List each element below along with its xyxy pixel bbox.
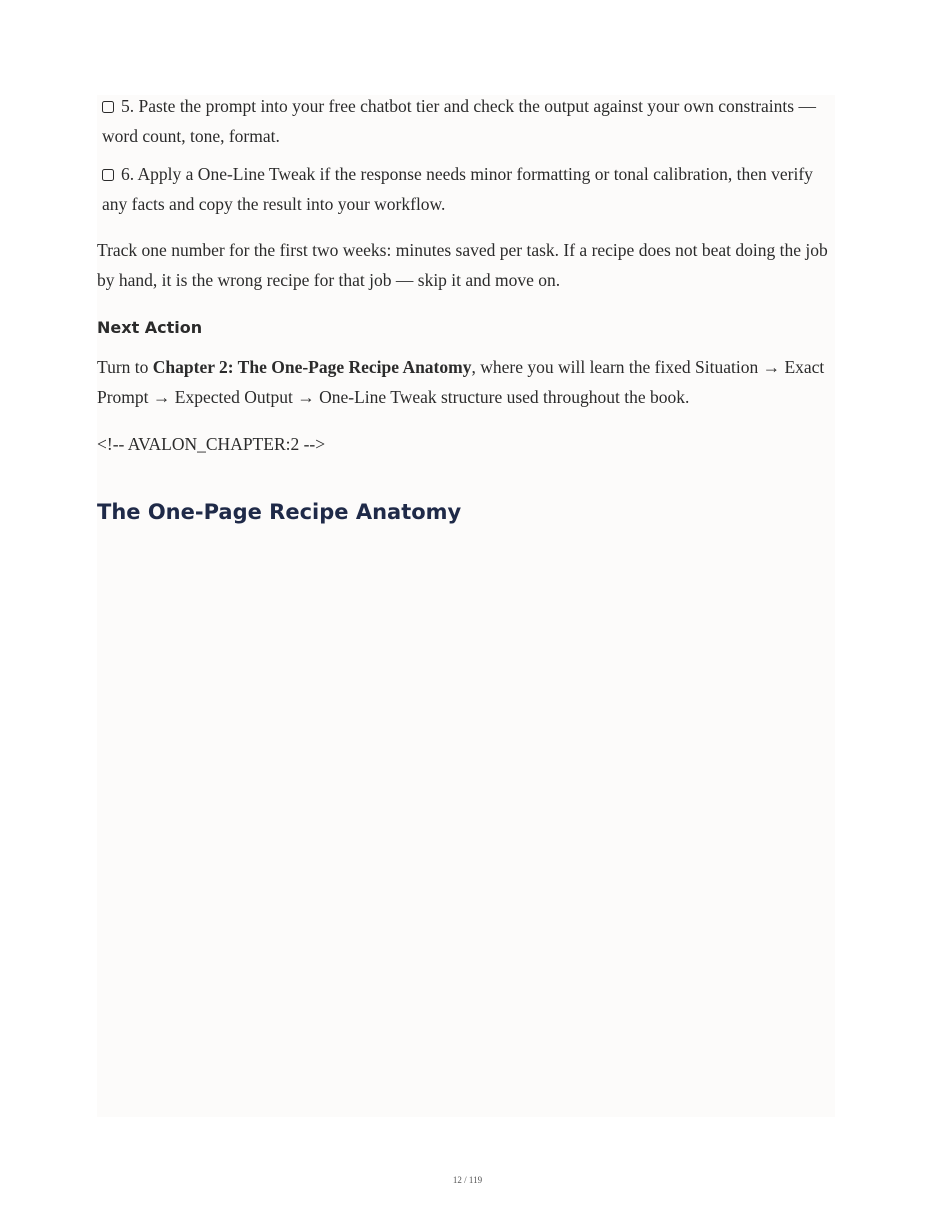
next-action-prefix: Turn to — [97, 357, 153, 377]
chapter-reference: Chapter 2: The One-Page Recipe Anatomy — [152, 357, 472, 377]
next-action-suffix: , where you will learn the fixed Situation → Exact Prompt → Expected Output → One-Line Tweak structure used throughout the book. — [97, 357, 825, 407]
checkbox-icon[interactable] — [102, 169, 114, 181]
tracking-paragraph: Track one number for the first two weeks: minutes saved per task. If a recipe does not beat doing the job by hand, it is the wrong recipe for that job — skip it and move on. — [97, 240, 828, 290]
checkbox-icon[interactable] — [102, 101, 114, 113]
next-action-heading: Next Action — [97, 318, 203, 337]
checklist-item-text: 5. Paste the prompt into your free chatbot tier and check the output against your own constraints — word count, tone, format. — [102, 96, 816, 146]
page-number: 12 / 119 — [452, 1175, 483, 1185]
chapter-title: The One-Page Recipe Anatomy — [97, 500, 462, 524]
chapter-marker-comment: <!-- AVALON_CHAPTER:2 --> — [97, 434, 326, 454]
next-action-paragraph — [97, 353, 832, 412]
checklist-item-6 — [102, 160, 820, 219]
checklist-item-text: 6. Apply a One-Line Tweak if the response needs minor formatting or tonal calibration, then verify any facts and copy the result into your workflow. — [102, 164, 813, 214]
checklist-item-5 — [102, 92, 820, 151]
